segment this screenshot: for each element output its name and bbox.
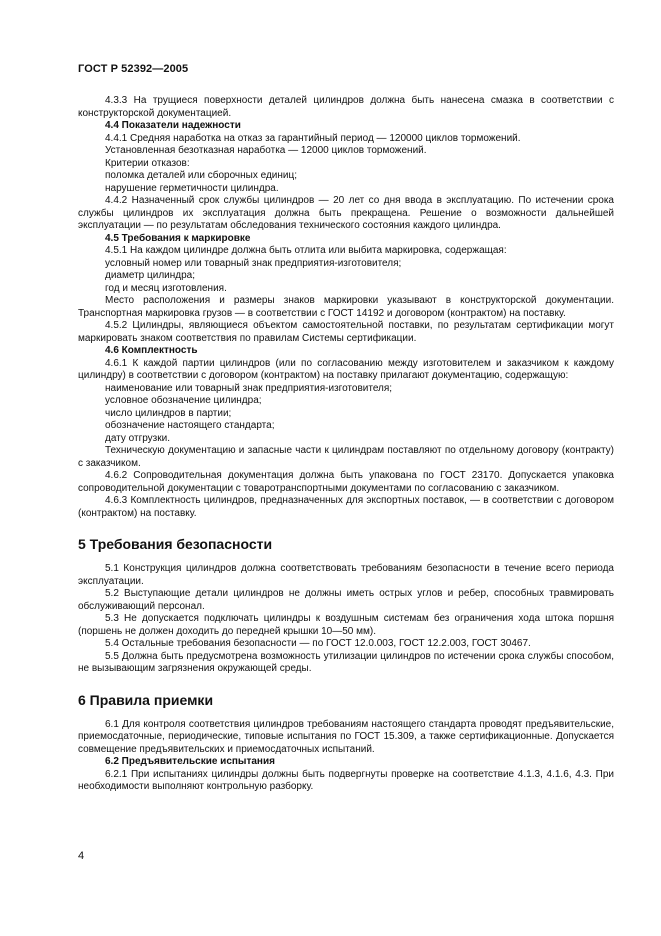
paragraph: 4.4.1 Средняя наработка на отказ за гарантийный период — 120000 циклов торможений. bbox=[105, 132, 521, 144]
paragraph: 4.5.1 На каждом цилиндре должна быть отлита или выбита маркировка, содержащая: bbox=[105, 245, 507, 256]
list-item: число цилиндров в партии; bbox=[105, 407, 232, 419]
subsection-heading: 4.5 Требования к маркировке bbox=[105, 232, 251, 244]
paragraph: 5.2 Выступающие детали цилиндров не должны иметь острых углов и ребер, способных травмировать обслуживающий персонал. bbox=[78, 588, 614, 612]
subsection-heading: 4.4 Показатели надежности bbox=[105, 120, 241, 131]
paragraph: 6.1 Для контроля соответствия цилиндров требованиям настоящего стандарта проводят предъявительские, приемосдаточные, периодические, типовые испытания по ГОСТ 15.309, а также сертификационные. Допускается совмещение предъявительских и приемосдаточных испытаний. bbox=[78, 718, 614, 755]
subsection-heading: 4.6 Комплектность bbox=[105, 345, 198, 356]
list-item: год и месяц изготовления. bbox=[105, 282, 227, 294]
page-number: 4 bbox=[78, 850, 85, 862]
paragraph: 5.5 Должна быть предусмотрена возможность утилизации цилиндров по истечении срока службы способом, не вызывающим загрязнения окружающей среды. bbox=[78, 650, 614, 674]
document-body bbox=[78, 95, 614, 794]
paragraph: 4.3.3 На трущиеся поверхности деталей цилиндров должна быть нанесена смазка в соответствии с конструкторской документацией. bbox=[78, 95, 614, 119]
paragraph: 4.6.2 Сопроводительная документация должна быть упакована по ГОСТ 23170. Допускается упаковка сопроводительной документации с товаротранспортными документами по согласованию с заказчиком. bbox=[78, 470, 614, 494]
paragraph: 6.2.1 При испытаниях цилиндры должны быть подвергнуты проверке на соответствие 4.1.3, 4.1.6, 4.3. При необходимости выполняют контрольную разборку. bbox=[78, 768, 614, 792]
paragraph: 5.1 Конструкция цилиндров должна соответствовать требованиям безопасности в течение всего периода эксплуатации. bbox=[78, 563, 614, 587]
list-item: условный номер или товарный знак предприятия-изготовителя; bbox=[105, 257, 402, 269]
list-item: диаметр цилиндра; bbox=[105, 270, 195, 281]
document-header: ГОСТ Р 52392—2005 bbox=[78, 63, 189, 75]
list-item: дату отгрузки. bbox=[105, 432, 170, 444]
list-item: обозначение настоящего стандарта; bbox=[105, 420, 275, 431]
list-item: нарушение герметичности цилиндра. bbox=[105, 182, 279, 194]
section-heading: 6 Правила приемки bbox=[78, 691, 214, 708]
list-item: условное обозначение цилиндра; bbox=[105, 395, 262, 406]
subsection-heading: 6.2 Предъявительские испытания bbox=[105, 756, 275, 767]
paragraph: Место расположения и размеры знаков маркировки указывают в конструкторской документации. Транспортная маркировка грузов — в соответствии с ГОСТ 14192 и договором (контрактом) на поставку. bbox=[78, 295, 614, 319]
paragraph: Техническую документацию и запасные части к цилиндрам поставляют по отдельному договору (контракту) с заказчиком. bbox=[78, 445, 614, 469]
list-item: поломка деталей или сборочных единиц; bbox=[105, 170, 297, 181]
list-item: наименование или товарный знак предприятия-изготовителя; bbox=[105, 382, 393, 394]
section-heading: 5 Требования безопасности bbox=[78, 536, 273, 552]
paragraph: Установленная безотказная наработка — 12000 циклов торможений. bbox=[105, 145, 427, 156]
paragraph: 4.6.1 К каждой партии цилиндров (или по согласованию между изготовителем и заказчиком к каждому цилиндру) в соответствии с договором (контрактом) на поставку прилагают документацию, содержащую: bbox=[78, 357, 614, 381]
paragraph: 4.5.2 Цилиндры, являющиеся объектом самостоятельной поставки, по результатам сертификации могут маркировать знаком соответствия по правилам Системы сертификации. bbox=[78, 320, 614, 344]
paragraph: Критерии отказов: bbox=[105, 157, 190, 169]
paragraph: 5.3 Не допускается подключать цилиндры к воздушным системам без ограничения хода штока поршня (поршень не должен доходить до передней крышки 10—50 мм). bbox=[78, 613, 614, 637]
paragraph: 5.4 Остальные требования безопасности — по ГОСТ 12.0.003, ГОСТ 12.2.003, ГОСТ 30467. bbox=[105, 638, 531, 649]
paragraph: 4.4.2 Назначенный срок службы цилиндров — 20 лет со дня ввода в эксплуатацию. По истечении срока службы цилиндров их эксплуатация должна быть прекращена. Решение о возможности дальнейшей эксплуатации — по результатам обследования технического состояния каждого цилиндра. bbox=[78, 195, 614, 231]
paragraph: 4.6.3 Комплектность цилиндров, предназначенных для экспортных поставок, — в соответствии с договором (контрактом) на поставку. bbox=[78, 495, 614, 519]
